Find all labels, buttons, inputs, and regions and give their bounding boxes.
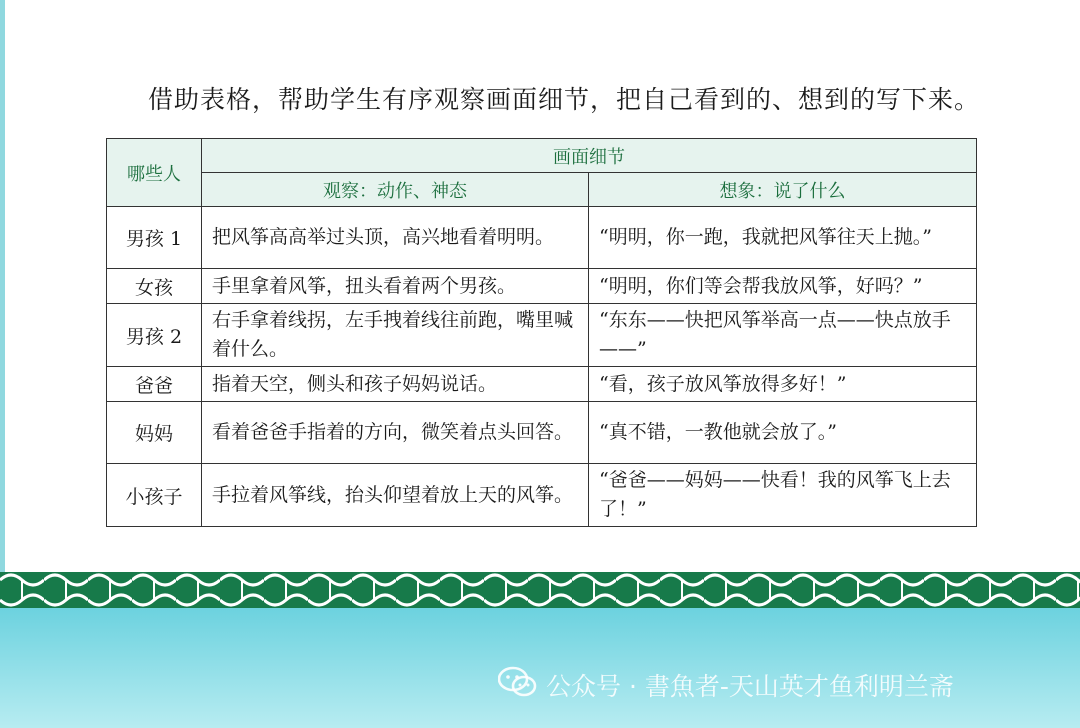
decorative-border-band — [0, 572, 1080, 608]
observe-cell: 把风筝高高举过头顶，高兴地看着明明。 — [202, 207, 589, 269]
observe-cell: 手里拿着风筝，扭头看着两个男孩。 — [202, 269, 589, 304]
watermark-text: 公众号 · 書魚者-天山英才鱼利明兰斋 — [546, 672, 954, 701]
who-cell: 男孩 1 — [107, 207, 202, 269]
who-cell: 女孩 — [107, 269, 202, 304]
imagine-cell: “东东——快把风筝举高一点——快点放手——” — [589, 304, 977, 367]
wechat-icon — [498, 665, 538, 705]
table-row — [107, 269, 977, 304]
observe-cell: 右手拿着线拐，左手拽着线往前跑，嘴里喊着什么。 — [202, 304, 589, 367]
imagine-cell: “明明，你一跑，我就把风筝往天上抛。” — [589, 207, 977, 269]
group-header: 画面细节 — [202, 139, 977, 173]
table-row — [107, 402, 977, 464]
imagine-cell: “爸爸——妈妈——快看！我的风筝飞上去了！” — [589, 464, 977, 527]
table-row — [107, 367, 977, 402]
page-heading: 借助表格，帮助学生有序观察画面细节，把自己看到的、想到的写下来。 — [148, 85, 981, 114]
imagine-cell: “明明，你们等会帮我放风筝，好吗？” — [589, 269, 977, 304]
who-cell: 爸爸 — [107, 367, 202, 402]
imagine-cell: “看，孩子放风筝放得多好！” — [589, 367, 977, 402]
who-cell: 小孩子 — [107, 464, 202, 527]
who-cell: 男孩 2 — [107, 304, 202, 367]
table-row — [107, 207, 977, 269]
imagine-cell: “真不错，一教他就会放了。” — [589, 402, 977, 464]
observation-table — [106, 138, 977, 527]
observe-cell: 手拉着风筝线，抬头仰望着放上天的风筝。 — [202, 464, 589, 527]
left-accent-strip — [0, 0, 5, 600]
table-row — [107, 304, 977, 367]
who-cell: 妈妈 — [107, 402, 202, 464]
observe-cell: 看着爸爸手指着的方向，微笑着点头回答。 — [202, 402, 589, 464]
watermark — [498, 665, 1058, 705]
who-header: 哪些人 — [107, 139, 202, 207]
observe-column-header: 观察：动作、神态 — [202, 173, 589, 207]
imagine-column-header: 想象：说了什么 — [589, 173, 977, 207]
table-row — [107, 464, 977, 527]
observe-cell: 指着天空，侧头和孩子妈妈说话。 — [202, 367, 589, 402]
